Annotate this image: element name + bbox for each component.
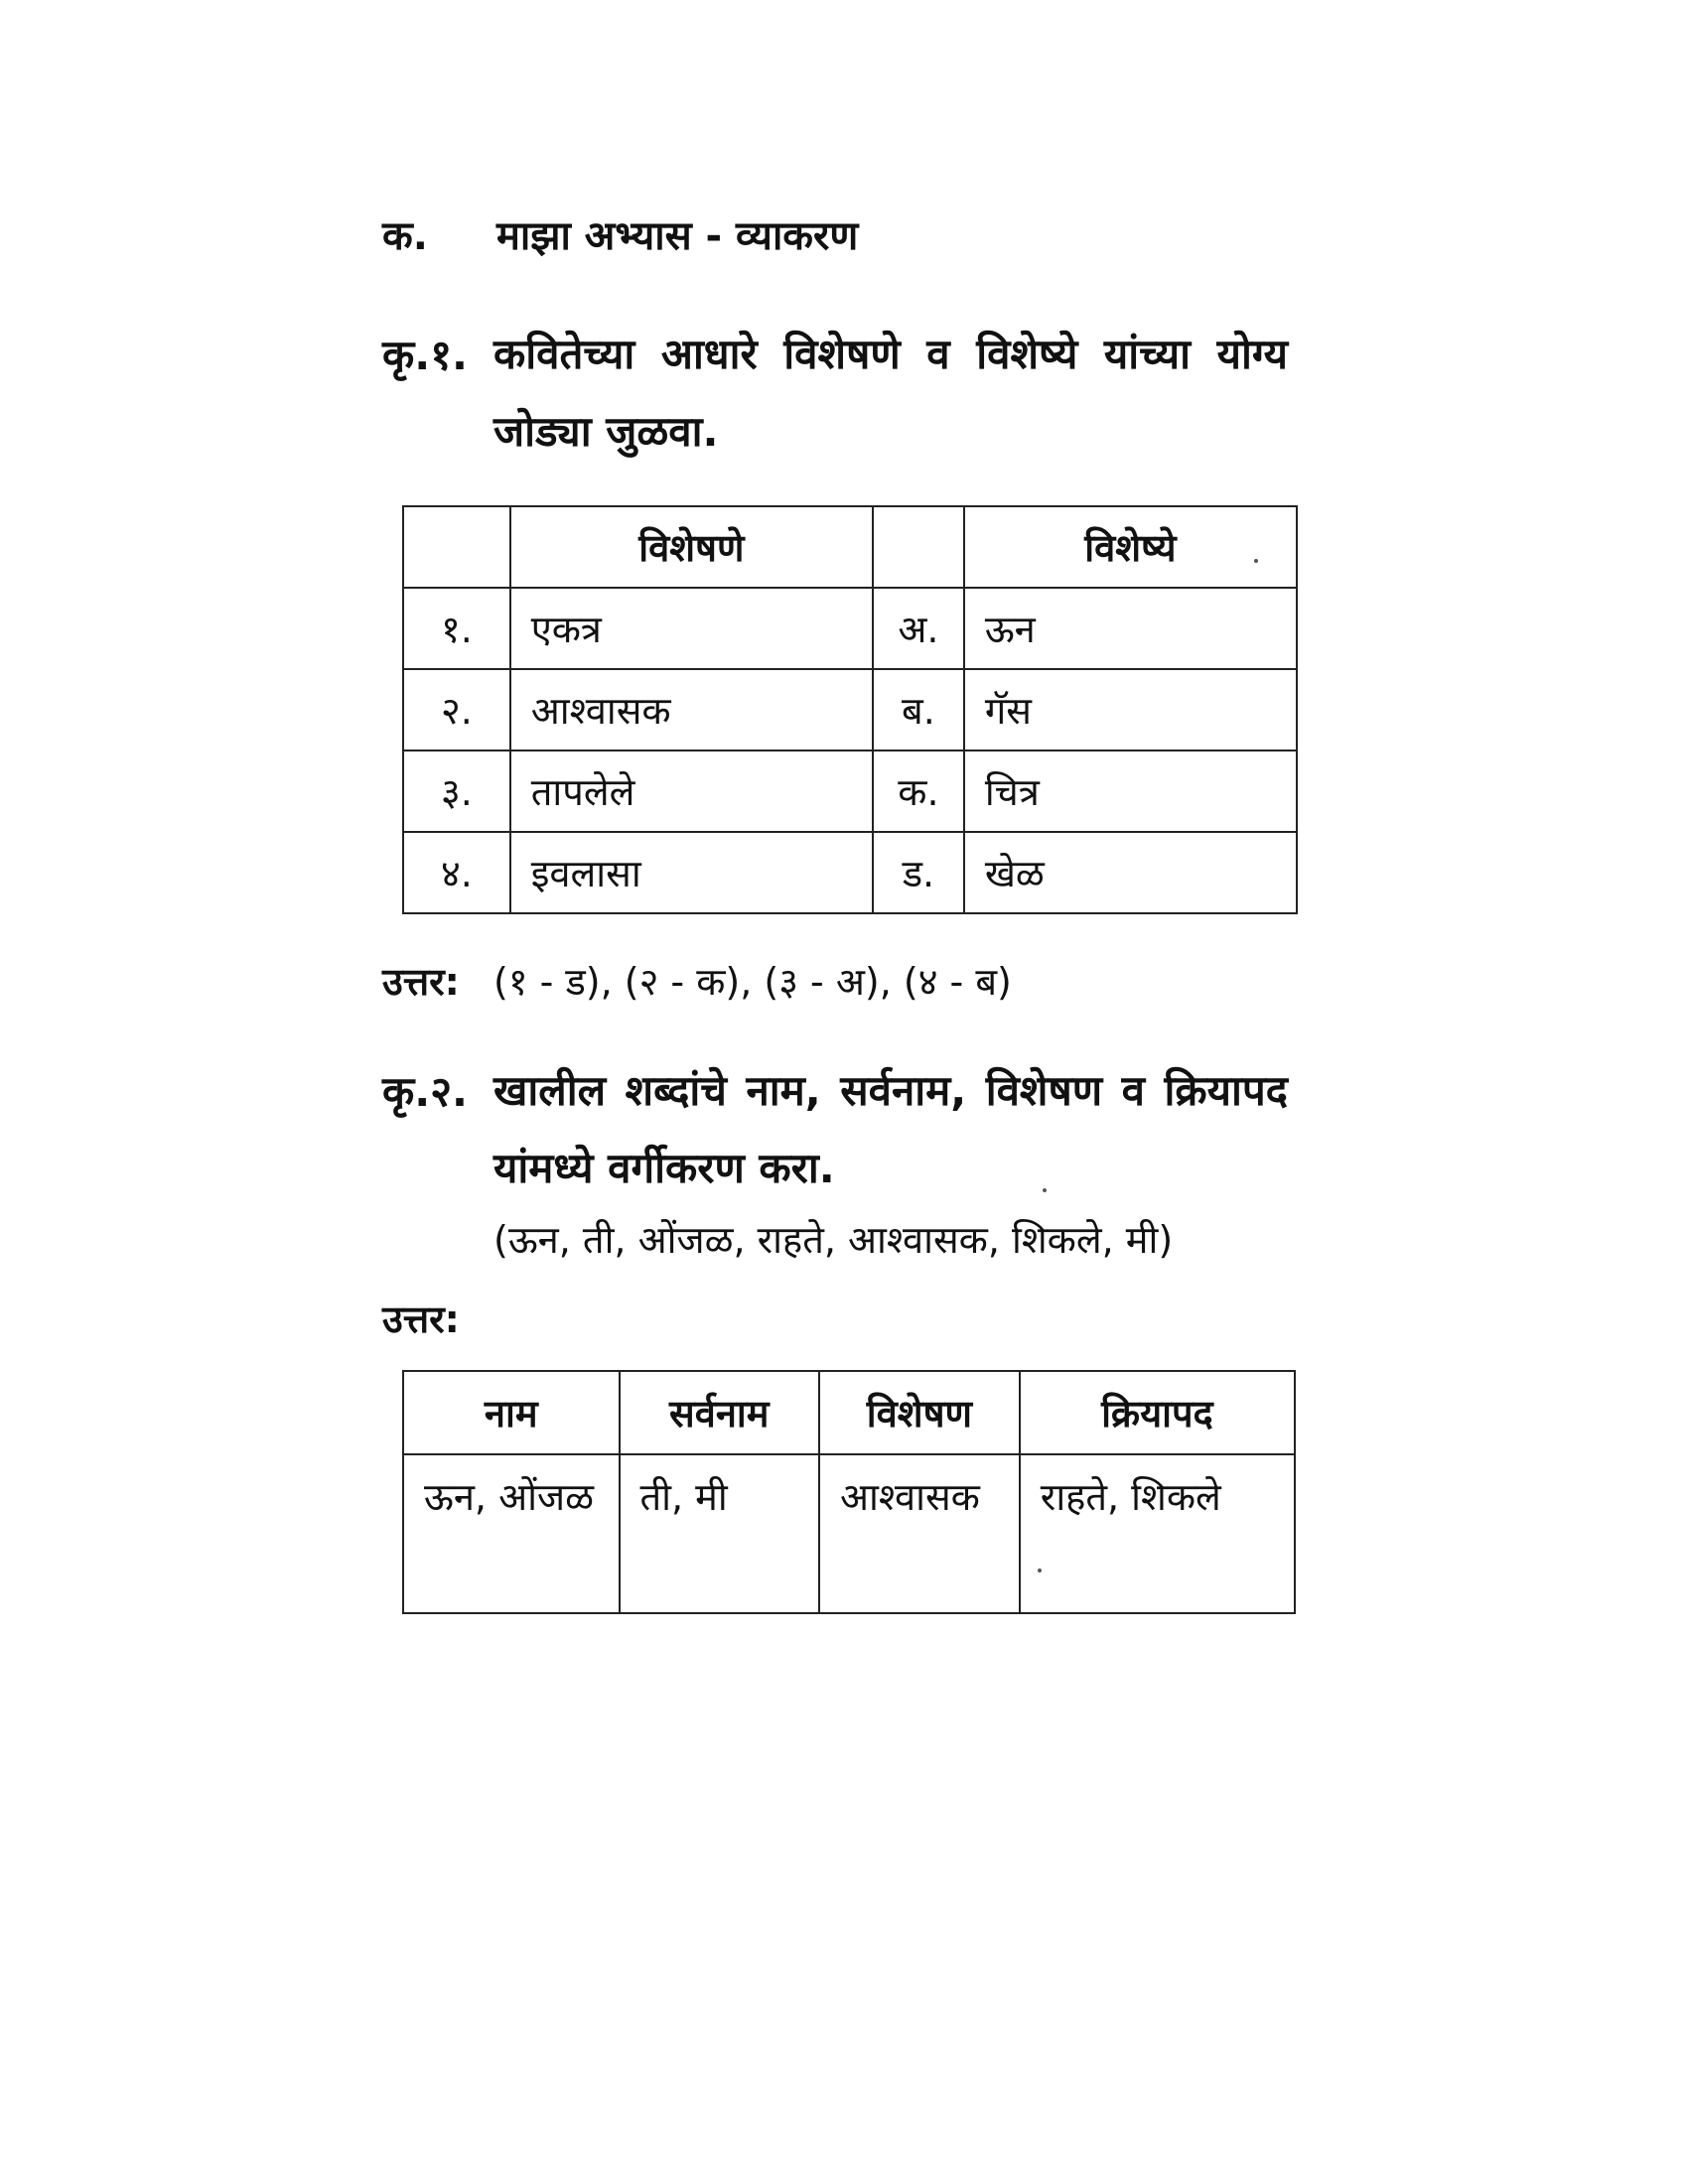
question-1-text: कवितेच्या आधारे विशेषणे व विशेष्ये यांच्या योग्य जोड्या जुळवा. <box>493 330 1288 456</box>
classification-table <box>402 1370 1296 1614</box>
row-letter: क. <box>873 751 964 832</box>
row-letter: ब. <box>873 669 964 751</box>
header-sarvanaam: सर्वनाम <box>620 1371 820 1454</box>
table-row <box>403 669 1297 751</box>
visheshan-cell: आश्वासक <box>819 1454 1020 1613</box>
header-kriyapad: क्रियापद <box>1020 1371 1295 1454</box>
scan-speck <box>1038 1569 1042 1572</box>
answer-1-label: उत्तर: <box>382 960 460 1004</box>
section-label: क. <box>382 213 428 259</box>
header-naam: नाम <box>403 1371 620 1454</box>
row-number: १. <box>403 588 510 669</box>
row-letter: अ. <box>873 588 964 669</box>
noun-cell: ऊन <box>964 588 1297 669</box>
scan-speck <box>1254 559 1258 563</box>
section-title: माझा अभ्यास - व्याकरण <box>496 213 859 259</box>
naam-cell: ऊन, ओंजळ <box>403 1454 620 1613</box>
sarvanaam-cell: ती, मी <box>620 1454 820 1613</box>
header-visheshane: विशेषणे <box>510 506 873 588</box>
table-row <box>403 1454 1295 1613</box>
matching-table-header-row <box>403 506 1297 588</box>
adjective-cell: तापलेले <box>510 751 873 832</box>
noun-cell: चित्र <box>964 751 1297 832</box>
answer-2-label: उत्तर: <box>382 1297 460 1341</box>
row-number: ३. <box>403 751 510 832</box>
adjective-cell: एकत्र <box>510 588 873 669</box>
row-letter: ड. <box>873 832 964 913</box>
answer-1-text: (१ - ड), (२ - क), (३ - अ), (४ - ब) <box>493 960 1012 1004</box>
row-number: २. <box>403 669 510 751</box>
header-letter-cell <box>873 506 964 588</box>
question-2-number: कृ.२. <box>382 1067 469 1116</box>
noun-cell: खेळ <box>964 832 1297 913</box>
noun-cell: गॅस <box>964 669 1297 751</box>
question-2-text: खालील शब्दांचे नाम, सर्वनाम, विशेषण व क्रियापद यांमध्ये वर्गीकरण करा. <box>493 1066 1288 1192</box>
table-row <box>403 751 1297 832</box>
question-2-word-list: (ऊन, ती, ओंजळ, राहते, आश्वासक, शिकले, मी) <box>493 1218 1174 1262</box>
table-row <box>403 588 1297 669</box>
header-number-cell <box>403 506 510 588</box>
kriyapad-cell: राहते, शिकले <box>1020 1454 1295 1613</box>
adjective-cell: इवलासा <box>510 832 873 913</box>
row-number: ४. <box>403 832 510 913</box>
header-visheshye: विशेष्ये <box>964 506 1297 588</box>
table-row <box>403 832 1297 913</box>
scan-speck <box>1043 1188 1047 1192</box>
header-visheshan: विशेषण <box>819 1371 1020 1454</box>
matching-table <box>402 505 1298 914</box>
classification-header-row <box>403 1371 1295 1454</box>
question-1-number: कृ.१. <box>382 331 469 379</box>
adjective-cell: आश्वासक <box>510 669 873 751</box>
